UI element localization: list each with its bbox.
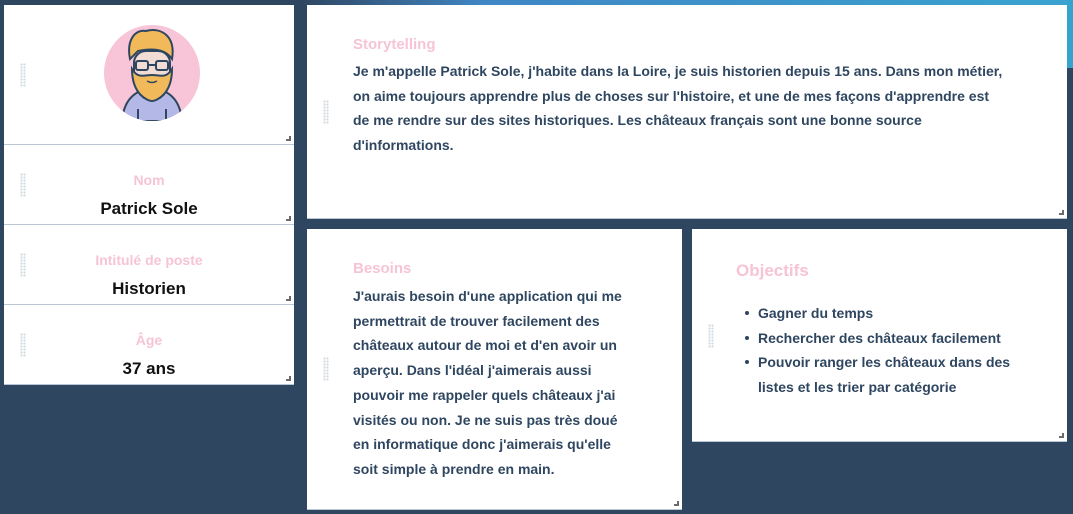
text-line: en informatique donc j'aimerais qu'elle: [353, 436, 611, 453]
drag-handle-icon[interactable]: [20, 63, 26, 87]
text-line: châteaux autour de moi et d'en avoir un: [353, 337, 617, 354]
name-card[interactable]: [4, 145, 294, 225]
text-line: Je m'appelle Patrick Sole, j'habite dans la Loire, je suis historien depuis 15 ans. Dans mon métier,: [353, 63, 1003, 79]
avatar-card[interactable]: [4, 5, 294, 145]
age-card[interactable]: [4, 305, 294, 385]
name-value: Patrick Sole: [100, 199, 198, 218]
text-line: visités ou non. Je ne suis pas très doué: [353, 411, 618, 428]
bearded-man-avatar-icon: [104, 25, 200, 121]
objectives-list: [736, 301, 1036, 400]
text-line: pouvoir me rappeler quels châteaux j'ai: [353, 386, 616, 403]
drag-handle-icon[interactable]: [708, 324, 714, 348]
storytelling-text: [353, 59, 1002, 158]
text-line: J'aurais besoin d'une application qui me: [353, 288, 622, 304]
list-item: Pouvoir ranger les châteaux dans des listes et les trier par catégorie: [736, 350, 1036, 399]
drag-handle-icon[interactable]: [323, 357, 329, 381]
right-gradient-band: [1067, 0, 1073, 68]
resize-handle-icon[interactable]: [286, 136, 291, 141]
text-line: soit simple à prendre en main.: [353, 460, 555, 477]
avatar: [104, 25, 200, 121]
objectifs-title: Objectifs: [736, 261, 809, 280]
name-label: Nom: [133, 172, 165, 188]
resize-handle-icon[interactable]: [286, 216, 291, 221]
resize-handle-icon[interactable]: [1059, 433, 1064, 438]
job-title-value: Historien: [112, 279, 186, 298]
resize-handle-icon[interactable]: [674, 501, 679, 506]
objectifs-card[interactable]: [692, 229, 1067, 442]
text-line: d'informations.: [353, 137, 454, 154]
text-line: on aime toujours apprendre plus de choses sur l'histoire, et une de mes façons d'apprendre est: [353, 87, 990, 104]
resize-handle-icon[interactable]: [1059, 210, 1064, 215]
text-line: permettrait de trouver facilement des: [353, 312, 600, 329]
storytelling-title: Storytelling: [353, 36, 436, 53]
resize-handle-icon[interactable]: [286, 296, 291, 301]
text-line: de me rendre sur des sites historiques. Les châteaux français sont une bonne source: [353, 112, 922, 129]
storytelling-card[interactable]: [307, 5, 1067, 219]
list-item: Rechercher des châteaux facilement: [736, 326, 1036, 351]
besoins-card[interactable]: [307, 229, 682, 510]
drag-handle-icon[interactable]: [323, 100, 329, 124]
besoins-title: Besoins: [353, 260, 412, 277]
age-value: 37 ans: [122, 359, 176, 378]
job-title-label: Intitulé de poste: [95, 252, 203, 268]
age-label: Âge: [135, 332, 163, 348]
besoins-text: [353, 284, 622, 482]
job-title-card[interactable]: [4, 225, 294, 305]
text-line: aperçu. Dans l'idéal j'aimerais aussi: [353, 362, 592, 379]
resize-handle-icon[interactable]: [286, 376, 291, 381]
list-item: Gagner du temps: [736, 301, 1036, 326]
